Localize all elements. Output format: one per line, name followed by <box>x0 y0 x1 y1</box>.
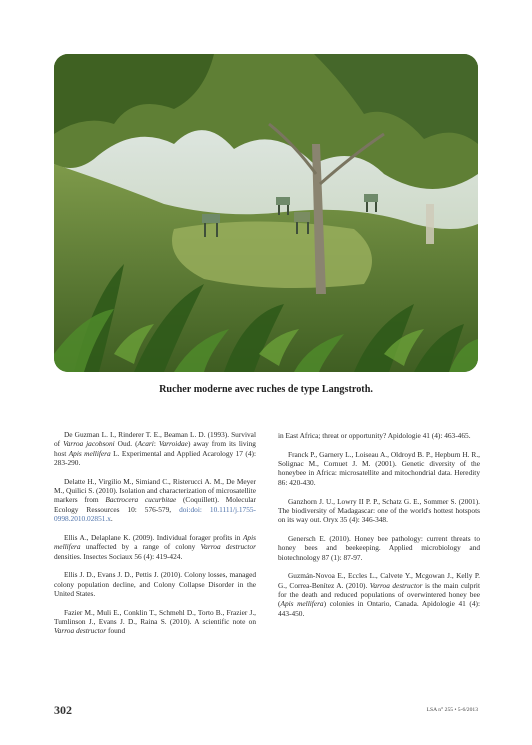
reference-text: found <box>106 626 126 636</box>
reference-text: densities. Insectes Sociaux 56 (4): 419-424. <box>54 551 183 561</box>
reference-text: Franck P., Garnery L., Loiseau A., Oldroyd B. P., Hepburn H. R., Solignac M., Cornuet J. M. (2001). Genetic diversity of the honeybee in Africa: microsatellite and mitochondrial data. Heredity 86: 420-430. <box>278 449 480 487</box>
reference-entry <box>278 571 480 618</box>
italic-text: Varroa jacobsoni <box>63 439 115 449</box>
reference-entry <box>54 430 256 467</box>
reference-text: (Coquillett). Molecular Ecology Ressources 10: 576-579, <box>54 495 256 514</box>
reference-entry <box>54 608 256 636</box>
issue-info: LSA n° 255 • 5-6/2013 <box>426 707 478 713</box>
reference-entry <box>54 533 256 561</box>
reference-entry <box>278 450 480 487</box>
references-column-left <box>54 430 256 645</box>
reference-text: Delatte H., Virgilio M., Simiand C., Risterucci A. M., De Meyer M., Quilici S. (2010). Isolation and characterization of microsatellite markers from <box>54 476 256 505</box>
reference-text: Genersch E. (2010). Honey bee pathology: current threats to honey bees and beekeeping. Applied microbiology and biotechnology 87 (1): 87-97. <box>278 533 480 562</box>
reference-text: in East Africa; threat or opportunity? Apidologie 41 (4): 463-465. <box>278 431 471 440</box>
italic-text: Varroa destructor <box>54 626 107 636</box>
reference-entry <box>54 570 256 598</box>
reference-text: : <box>153 439 159 449</box>
italic-text: Varroa destructor <box>200 542 256 552</box>
apiary-photo-illustration <box>54 54 478 372</box>
doi-link[interactable]: doi:doi: 10.1111/j.1755-0998.2010.02851.x <box>54 504 256 524</box>
page-number: 302 <box>54 703 72 717</box>
italic-text: Apis mellifera <box>68 448 111 458</box>
reference-text: Fazier M., Muli E., Conklin T., Schmehl D., Torto B., Frazier J., Tumlinson J., Evans J. D., Raina S. (2010). A scientific note on <box>54 607 256 627</box>
reference-entry <box>54 477 256 524</box>
reference-entry <box>278 431 480 440</box>
reference-text: L. Experimental and Applied Acarology 17 (4): 283-290. <box>54 448 257 468</box>
reference-text: unaffected by a range of colony <box>80 542 201 552</box>
italic-text: Bactrocera cucurbitae <box>105 495 177 505</box>
reference-entry <box>278 497 480 525</box>
italic-text: Varroa destructor <box>369 580 423 590</box>
references-column-right <box>278 431 480 627</box>
italic-text: Apis mellifera <box>280 599 324 609</box>
reference-text: Oud. ( <box>114 439 138 449</box>
reference-text: . <box>110 514 113 524</box>
reference-text: ) colonies in Ontario, Canada. Apidologie 41 (4): 443-450. <box>278 599 480 618</box>
italic-text: Acari <box>137 439 154 449</box>
apiary-photo <box>54 54 478 372</box>
reference-entry <box>278 534 480 562</box>
reference-text: De Guzman L. I., Rinderer T. E., Beaman L. D. (1993). Survival of <box>54 430 256 449</box>
italic-text: Apis mellifera <box>54 532 256 552</box>
reference-text: Ellis A., Delaplane K. (2009). Individual forager profits in <box>64 532 243 542</box>
reference-text: Guzmán-Novoa E., Eccles L., Calvete Y., Mcgowan J., Kelly P. G., Correa-Benítez A. (2010). <box>278 571 480 590</box>
reference-text: ) away from its living host <box>54 439 256 458</box>
reference-text: Ganzhorn J. U., Lowry II P. P., Schatz G. E., Sommer S. (2001). The biodiversity of Madagascar: one of the world's hottest hotspots on its way out. Oryx 35 (4): 346-348. <box>278 496 480 525</box>
reference-text: Ellis J. D., Evans J. D., Pettis J. (2010). Colony losses, managed colony population decline, and Colony Collapse Disorder in the United States. <box>54 570 256 598</box>
reference-text: is the main culprit for the death and reduced populations of overwintered honey bee ( <box>278 580 480 609</box>
figure-caption: Rucher moderne avec ruches de type Langstroth. <box>159 384 373 395</box>
italic-text: Varroidae <box>158 439 188 449</box>
